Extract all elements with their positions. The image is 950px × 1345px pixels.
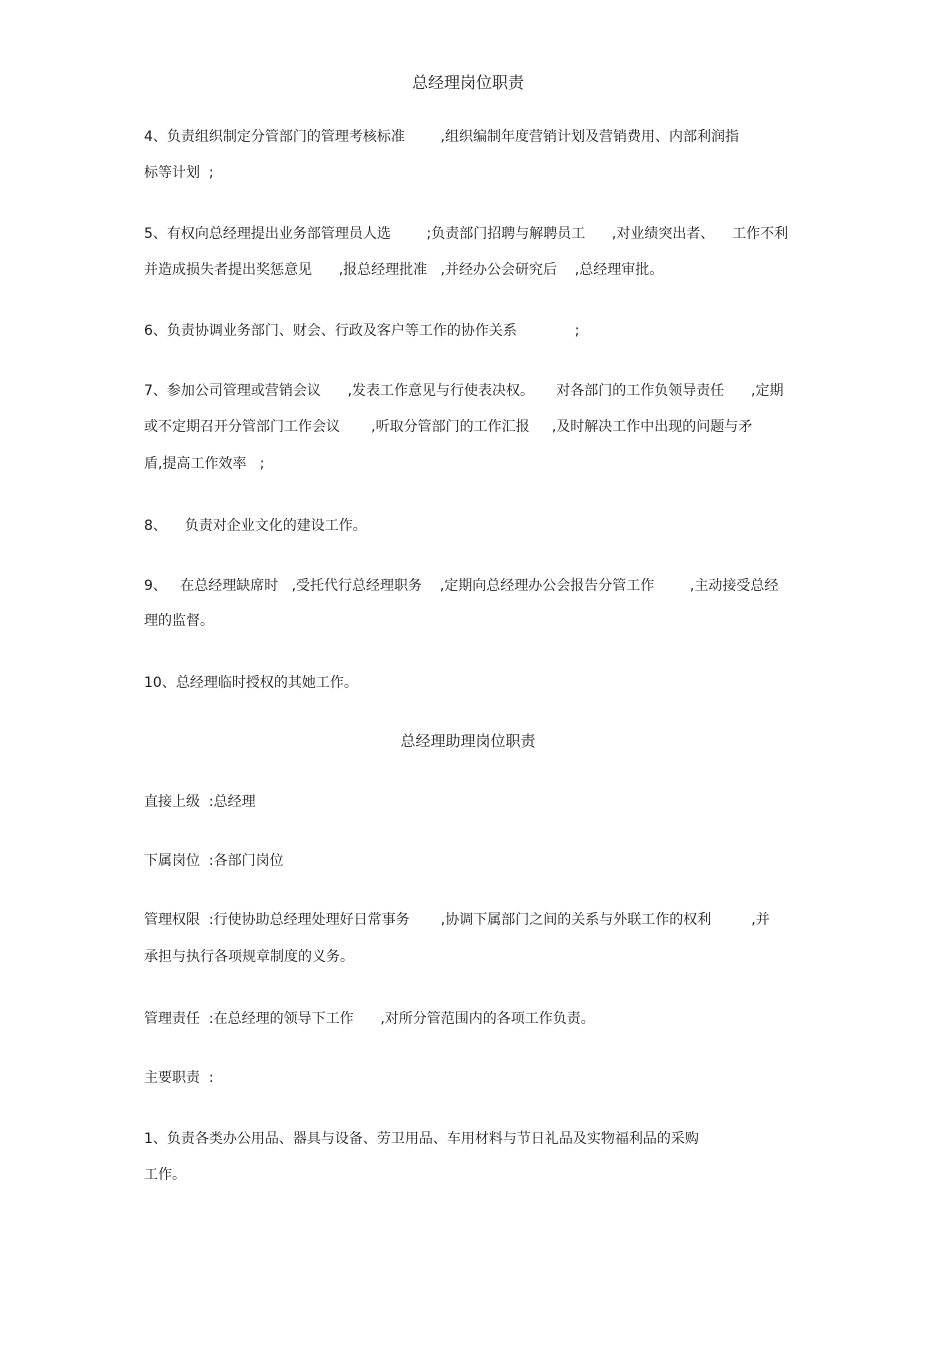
paragraph-line: 6、负责协调业务部门、财会、行政及客户等工作的协作关系 ; — [144, 323, 580, 339]
paragraph-line: 理的监督。 — [144, 613, 214, 629]
paragraph-line: 4、负责组织制定分管部门的管理考核标准 ,组织编制年度营销计划及营销费用、内部利润指 — [144, 129, 739, 145]
subordinate-positions-line: 下属岗位 :各部门岗位 — [144, 853, 284, 869]
paragraph-line: 工作。 — [144, 1167, 186, 1183]
paragraph-line: 7、参加公司管理或营销会议 ,发表工作意见与行使表决权。 对各部门的工作负领导责任 ,定期 — [144, 383, 784, 399]
paragraph-line: 并造成损失者提出奖惩意见 ,报总经理批准 ,并经办公会研究后 ,总经理审批。 — [144, 262, 664, 278]
paragraph-line: 9、 在总经理缺席时 ,受托代行总经理职务 ,定期向总经理办公会报告分管工作 ,主动接受总经 — [144, 578, 779, 594]
management-responsibility-line: 管理责任 :在总经理的领导下工作 ,对所分管范围内的各项工作负责。 — [144, 1011, 595, 1027]
document-title-gm: 总经理岗位职责 — [411, 73, 524, 92]
document-title-assistant: 总经理助理岗位职责 — [400, 732, 536, 750]
paragraph-line: 盾,提高工作效率 ; — [144, 456, 265, 472]
paragraph-line: 管理权限 :行使协助总经理处理好日常事务 ,协调下属部门之间的关系与外联工作的权利 ,并 — [144, 912, 770, 928]
paragraph-line: 标等计划 ; — [144, 165, 214, 181]
paragraph-line: 5、有权向总经理提出业务部管理员人选 ;负责部门招聘与解聘员工 ,对业绩突出者、 工作不利 — [144, 226, 789, 242]
paragraph-line: 10、总经理临时授权的其她工作。 — [144, 675, 358, 691]
paragraph-line: 8、 负责对企业文化的建设工作。 — [144, 518, 367, 534]
paragraph-line: 1、负责各类办公用品、器具与设备、劳卫用品、车用材料与节日礼品及实物福利品的采购 — [144, 1131, 699, 1147]
direct-superior-line: 直接上级 :总经理 — [144, 794, 256, 810]
paragraph-line: 或不定期召开分管部门工作会议 ,听取分管部门的工作汇报 ,及时解决工作中出现的问题与矛 — [144, 419, 753, 435]
paragraph-line: 承担与执行各项规章制度的义务。 — [144, 949, 354, 965]
main-duties-heading: 主要职责 : — [144, 1070, 214, 1086]
